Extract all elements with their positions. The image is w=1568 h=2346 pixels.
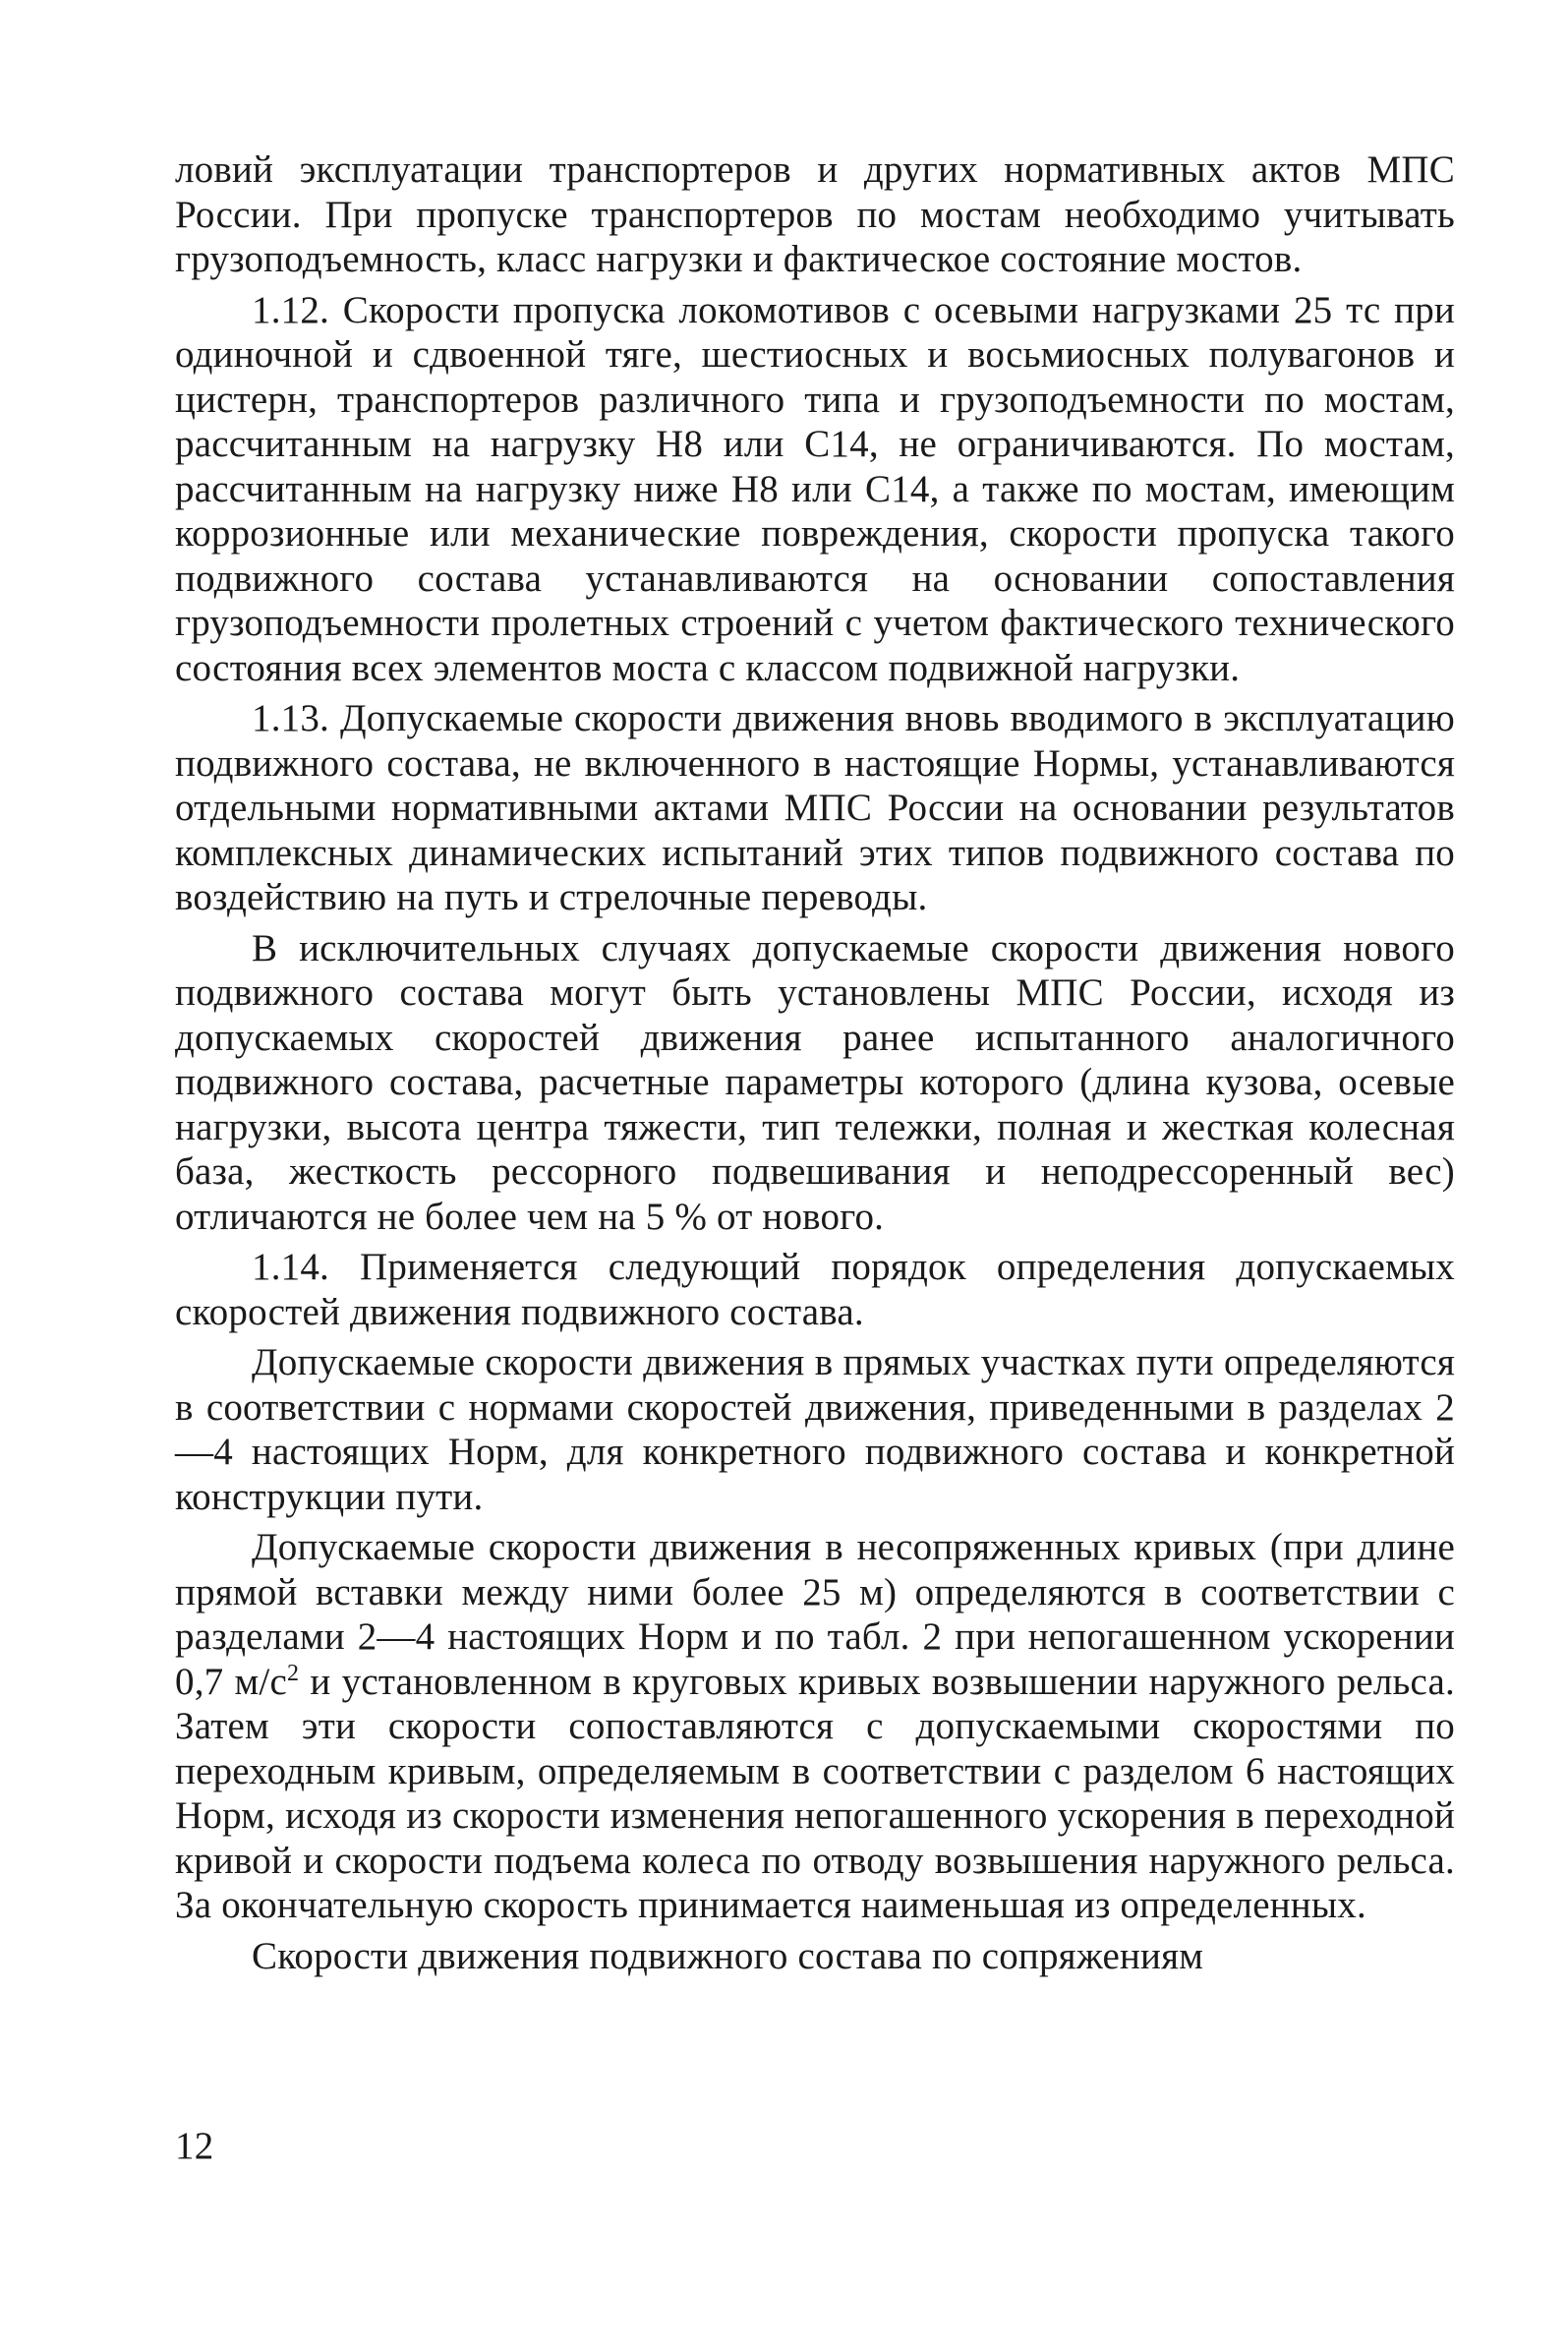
paragraph-curves-part-2: и установленном в круговых кривых возвышении наружного рельса. Затем эти скорости сопоставляются с допускаемыми скоростями по переходным кривым, определяемым в соответствии с разделом 6 настоящих Норм, исходя из скорости изменения непогашенного ускорения в переходной кривой и скорости подъема колеса по отводу возвышения наружного рельса. За окончательную скорость принимается наименьшая из определенных. [175, 1660, 1455, 1926]
document-page [175, 147, 1455, 2212]
superscript-exponent: 2 [286, 1660, 300, 1686]
paragraph-curves-part-1: Допускаемые скорости движения в несопряженных кривых (при длине прямой вставки между ними более 25 м) определяются в соответствии с разделами 2—4 настоящих Норм и по табл. 2 при непогашенном ускорении 0,7 м/с [175, 1526, 1455, 1703]
paragraph-continuation: ловий эксплуатации транспортеров и других нормативных актов МПС России. При пропуске транспортеров по мостам необходимо учитывать грузоподъемность, класс нагрузки и фактическое состояние мостов. [175, 148, 1455, 280]
paragraph-curves [175, 1525, 1455, 1928]
paragraph-straight-sections: Допускаемые скорости движения в прямых участках пути определяются в соответствии с нормами скоростей движения, приведенными в разделах 2—4 настоящих Норм, для конкретного подвижного состава и конкретной конструкции пути. [175, 1341, 1455, 1518]
paragraph-1-14: 1.14. Применяется следующий порядок определения допускаемых скоростей движения подвижного состава. [175, 1246, 1455, 1333]
paragraph-exceptional-cases: В исключительных случаях допускаемые скорости движения нового подвижного состава могут быть установлены МПС России, исходя из допускаемых скоростей движения ранее испытанного аналогичного подвижного состава, расчетные параметры которого (длина кузова, осевые нагрузки, высота центра тяжести, тип тележки, полная и жесткая колесная база, жесткость рессорного подвешивания и неподрессоренный вес) отличаются не более чем на 5 % от нового. [175, 926, 1455, 1238]
page-number: 12 [175, 2125, 214, 2167]
paragraph-conjugations: Скорости движения подвижного состава по сопряжениям [252, 1934, 1204, 1977]
paragraph-1-13: 1.13. Допускаемые скорости движения вновь вводимого в эксплуатацию подвижного состава, не включенного в настоящие Нормы, устанавливаются отдельными нормативными актами МПС России на основании результатов комплексных динамических испытаний этих типов подвижного состава по воздействию на путь и стрелочные переводы. [175, 697, 1455, 918]
paragraph-1-12: 1.12. Скорости пропуска локомотивов с осевыми нагрузками 25 тс при одиночной и сдвоенной тяге, шестиосных и восьмиосных полувагонов и цистерн, транспортеров различного типа и грузоподъемности по мостам, рассчитанным на нагрузку Н8 или С14, не ограничиваются. По мостам, рассчитанным на нагрузку ниже Н8 или С14, а также по мостам, имеющим коррозионные или механические повреждения, скорости пропуска такого подвижного состава устанавливаются на основании сопоставления грузоподъемности пролетных строений с учетом фактического технического состояния всех элементов моста с классом подвижной нагрузки. [175, 288, 1455, 689]
